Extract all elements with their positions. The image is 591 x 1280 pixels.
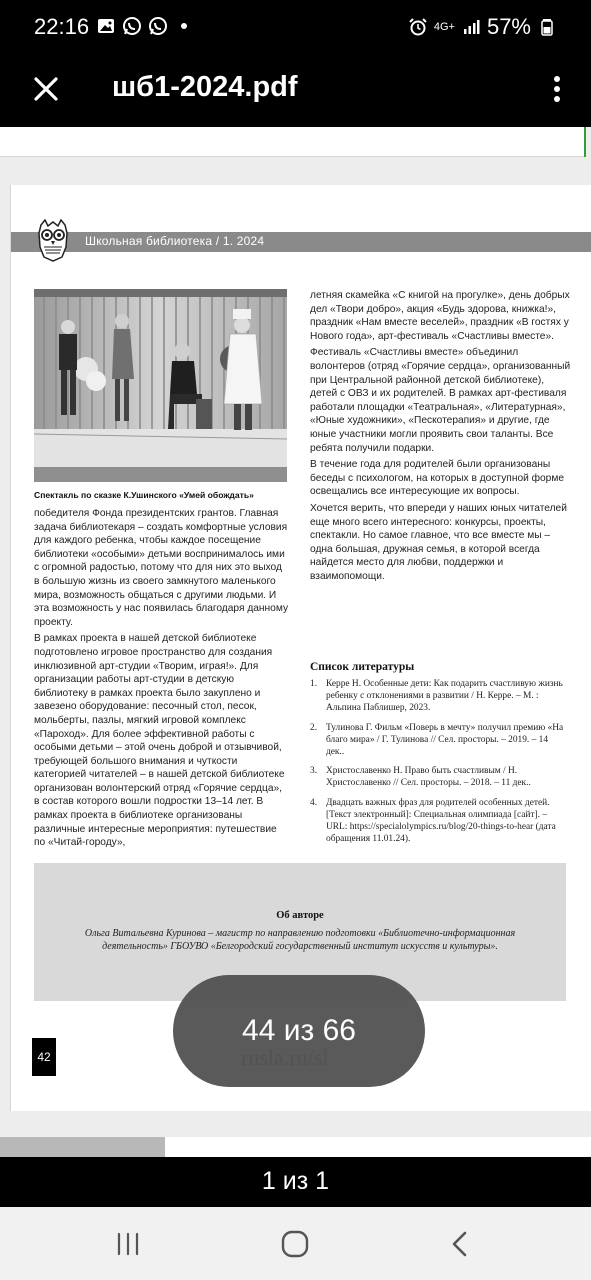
whatsapp-icon [148,16,168,36]
battery-percent: 57% [486,14,531,39]
photo-caption: Спектакль по сказке К.Ушинского «Умей обождать» [34,490,254,500]
list-item-number: 3. [310,766,318,777]
page-indicator-toast: 44 из 66 [173,975,425,1087]
author-text: Ольга Витальевна Куринова – магистр по направлению подготовки «Библиотечно-информационная деятельность» ГБОУВО «Белгородский государственный институт искусств и культуры». [84,928,516,952]
page-number: 42 [32,1038,56,1076]
page-count-label: 1 из 1 [261,1167,330,1195]
document-title: шб1-2024.pdf [112,71,298,103]
pdf-viewer[interactable] [0,127,591,1157]
back-icon[interactable] [444,1227,478,1261]
left-column [34,507,290,853]
navigation-bar [0,1207,591,1280]
gallery-icon [96,16,116,36]
previous-page-edge [0,127,584,157]
app-bar [0,55,591,127]
literature-title: Список литературы [310,661,415,673]
dot-icon [174,16,194,36]
alarm-icon [408,17,428,37]
list-item-number: 4. [310,797,318,808]
recents-icon[interactable] [111,1227,145,1261]
page-accent-line [584,127,586,157]
list-item-text: Тулинова Г. Фильм «Поверь в мечту» получил премию «На благо мира» / Г. Тулинова // Сел. просторы. – 2019. – 14 дек.. [326,722,564,758]
signal-icon [461,17,481,37]
notification-icons [96,16,194,36]
journal-header: Школьная библиотека / 1. 2024 [85,234,265,248]
status-bar [0,0,591,55]
literature-list [310,678,568,852]
right-column [310,289,572,586]
list-item-number: 1. [310,679,318,689]
owl-logo [34,219,72,263]
paragraph: победителя Фонда президентских грантов. Главная задача библиотекаря – создать комфортные условия для каждого ребенка, чтобы каждое посещение библиотеки «особыми» детьми воспринималось ими с огромной радостью, потому что для них это выход в большую жизнь из своего замкнутого маленького мира, возможность общаться с другими людьми. И эта возможность у нас появилась благодаря данному проекту. [34,508,289,628]
whatsapp-icon [122,16,142,36]
scrollbar-thumb[interactable] [0,1137,165,1157]
more-vert-icon[interactable] [545,71,569,107]
list-item [310,722,568,759]
paragraph: В рамках проекта в нашей детской библиотеке подготовлено игровое пространство для создания инклюзивной арт-студии «Творим, играя!». Для организации работы арт-студии в детскую библиотеку в рамках проекта было закуплено и завезено оборудование: песочный стол, песок, мольберты, пазлы, мягкий игровой комплекс «Пароход». Для более эффективной работы с особыми детьми – этой очень доброй и отзывчивой, требующей большого внимания и чуткости категорией читателей – в нашей детской библиотеке организован волонтерский отряд «Горячие сердца», в состав которого вошли подростки 13–14 лет. В рамках проекта в библиотеке организованы различные интересные мероприятия: путешествие по «Читай-городу», [34,633,285,849]
paragraph: летняя скамейка «С книгой на прогулке», день добрых дел «Твори добро», акция «Будь здорова, книжка!», праздник «Нам вместе веселей», праздник «В гостях у Нового года», арт-фестиваль «Счастливы вместе». [310,290,570,342]
list-item [310,797,568,846]
list-item-text: Керре Н. Особенные дети: Как подарить счастливую жизнь ребенку с отклонениями в развитии / Н. Керре. – М. : Альпина Паблишер, 2023. [326,679,563,714]
page-count-bar [0,1157,591,1207]
home-icon[interactable] [278,1227,312,1261]
list-item [310,765,568,789]
list-item [310,678,568,715]
close-icon[interactable] [28,71,64,107]
battery-icon [537,17,557,37]
list-item-number: 2. [310,722,318,733]
system-indicators [408,14,557,40]
list-item-text: Христославенко Н. Право быть счастливым / Н. Христославенко // Сел. просторы. – 2018. – 11 дек.. [326,766,531,789]
author-title: Об авторе [276,910,324,921]
pdf-page [10,185,591,1111]
status-time: 22:16 [34,14,90,39]
paragraph: Хочется верить, что впереди у наших юных читателей еще много всего интересного: конкурсы, проекты, спектакли. Но самое главное, что все вместе мы – одна большая, дружная семья, в которой всегда найдется место для любви, поддержки и взаимопомощи. [310,502,567,582]
paragraph: В течение года для родителей были организованы беседы с психологом, на которых в доступной форме освещались все интересующие их вопросы. [310,459,565,498]
performance-photo [34,289,287,482]
paragraph: Фестиваль «Счастливы вместе» объединил волонтеров (отряд «Горячие сердца», организованный при Центральной районной детской библиотеке), детей с ОВЗ и их родителей. В рамках арт-фестиваля работали площадки «Театральная», «Литературная», «Юные художники», «Пескотерапия» и другие, где юные участники могли проявить свои таланты. Все ребята получили подарки. [310,347,571,454]
network-icon: 4G+ [433,21,455,33]
list-item-text: Двадцать важных фраз для родителей особенных детей. [Текст электронный]: Специальная олимпиада [сайт]. – URL: https://specialolympics.ru/blog/20-things-to-hear (дата обращения 11.01.24). [326,797,556,845]
